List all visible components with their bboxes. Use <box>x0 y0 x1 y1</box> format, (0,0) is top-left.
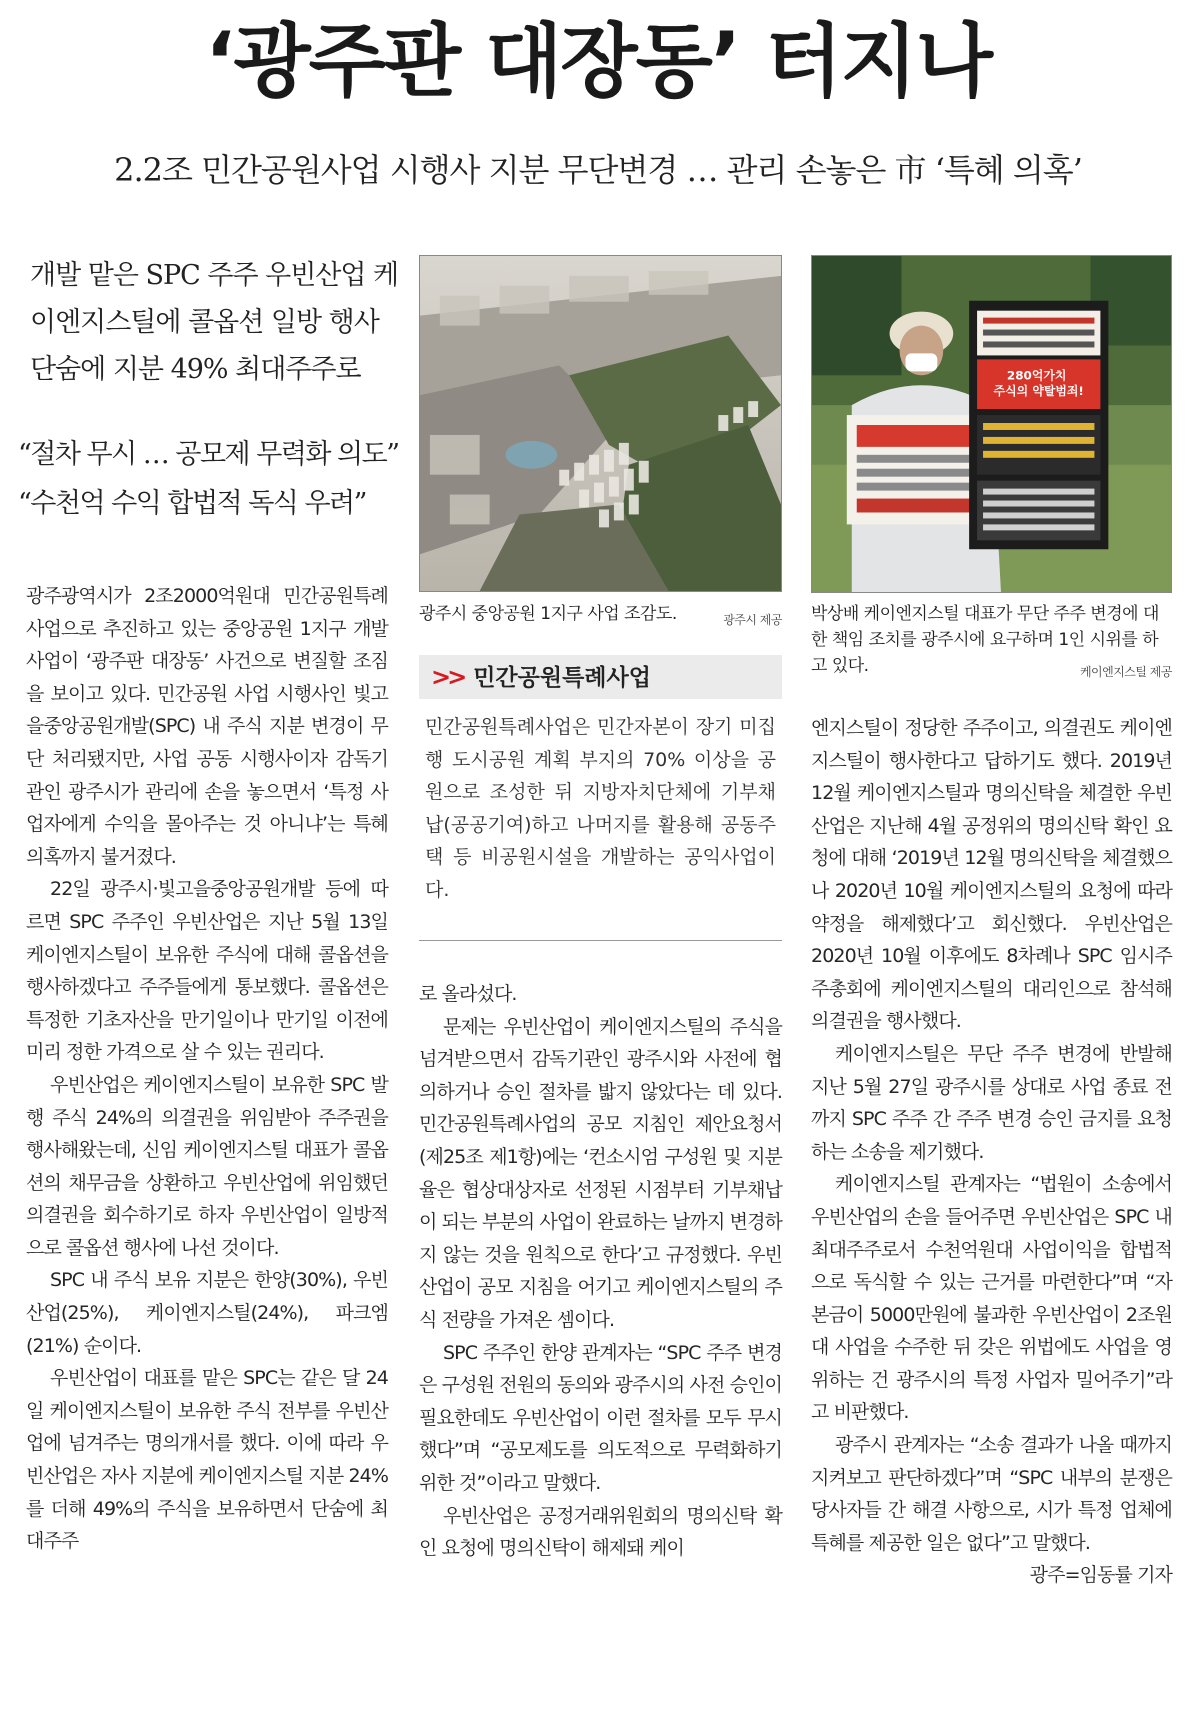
article-paragraph: 광주광역시가 2조2000억원대 민간공원특례사업으로 추진하고 있는 중앙공원 1지구 개발사업이 ‘광주판 대장동’ 사건으로 변질할 조짐을 보이고 있다. 민간공원 사업 시행사인 빛고을중앙공원개발(SPC) 내 주식 지분 변경이 무단 처리됐지만, 사업 공동 시행사이자 감독기관인 광주시가 관리에 손을 놓으면서 ‘특정 사업자에게 수익을 몰아주는 것 아니냐’는 특혜 의혹까지 불거졌다. <box>26 585 388 868</box>
aerial-rendering-image <box>420 256 781 591</box>
article-column-3 <box>811 712 1172 1592</box>
article-paragraph: 로 올라섰다. <box>419 983 517 1005</box>
article-paragraph: 문제는 우빈산업이 케이엔지스틸의 주식을 넘겨받으면서 감독기관인 광주시와 사전에 협의하거나 승인 절차를 밟지 않았다는 데 있다. 민간공원특례사업의 공모 지침인 제안요청서(제25조 제1항)에는 ‘컨소시엄 구성원 및 지분율은 협상대상자로 선정된 시점부터 기부채납이 되는 부분의 사업이 완료하는 날까지 변경하지 않는 것을 원칙으로 한다’고 규정했다. 우빈산업이 공모 지침을 어기고 케이엔지스틸의 주식 전량을 가져온 셈이다. <box>419 1015 782 1331</box>
sidebar-title-text: 민간공원특례사업 <box>473 665 651 691</box>
article-paragraph: 22일 광주시·빛고을중앙공원개발 등에 따르면 SPC 주주인 우빈산업은 지난 5월 13일 케이엔지스틸이 보유한 주식에 대해 콜옵션을 행사하겠다고 주주들에게 통보했다. 콜옵션은 특정한 기초자산을 만기일이나 만기일 이전에 미리 정한 가격으로 살 수 있는 권리다. <box>26 878 388 1064</box>
protest-sign-text <box>994 368 1084 398</box>
sidebar-title <box>419 655 782 699</box>
photo-caption-text: 박상배 케이엔지스틸 대표가 무단 주주 변경에 대한 책임 조치를 광주시에 요구하며 1인 시위를 하고 있다. <box>811 604 1159 676</box>
photo-caption-protest <box>811 601 1172 685</box>
protest-sign-line-2: 주식의 약탈범죄! <box>993 384 1084 399</box>
aerial-rendering-photo <box>419 255 782 592</box>
article-paragraph <box>811 1429 1172 1587</box>
byline: 광주=임동률 기자 <box>1029 1564 1172 1587</box>
article-column-1 <box>26 580 388 1558</box>
article-paragraph: SPC 내 주식 보유 지분은 한양(30%), 우빈산업(25%), 케이엔지스틸(24%), 파크엠(21%) 순이다. <box>26 1269 388 1357</box>
article-paragraph: 엔지스틸이 정당한 주주이고, 의결권도 케이엔지스틸이 행사한다고 답하기도 했다. 2019년 12월 케이엔지스틸과 명의신탁을 체결한 우빈산업은 지난해 4월 공정위의 명의신탁 확인 요청에 대해 ‘2019년 12월 명의신탁을 체결했으나 2020년 10월 케이엔지스틸의 요청에 따라 약정을 해제했다’고 회신했다. 우빈산업은 2020년 10월 이후에도 8차례나 SPC 임시주주총회에 케이엔지스틸의 대리인으로 참석해 의결권을 행사했다. <box>811 717 1172 1033</box>
article-paragraph-text: 광주시 관계자는 “소송 결과가 나올 때까지 지켜보고 판단하겠다”며 “SPC 내부의 분쟁은 당사자들 간 해결 사항으로, 시가 특정 업체에 특혜를 제공한 일은 없다”고 말했다. <box>811 1434 1172 1554</box>
subheadline: 2.2조 민간공원사업 시행사 지분 무단변경 … 관리 손놓은 市 ‘특혜 의혹’ <box>114 151 1082 189</box>
headline: ‘광주판 대장동’ 터지나 <box>204 15 991 108</box>
photo-credit: 광주시 제공 <box>723 613 782 627</box>
article-paragraph: 케이엔지스틸은 무단 주주 변경에 반발해 지난 5월 27일 광주시를 상대로 사업 종료 전까지 SPC 주주 간 주주 변경 승인 금지를 요청하는 소송을 제기했다. <box>811 1042 1172 1163</box>
deck-quote-1: “절차 무시 … 공모제 무력화 의도” <box>18 439 399 470</box>
photo-caption-text: 광주시 중앙공원 1지구 사업 조감도. <box>419 604 677 624</box>
article-paragraph: 우빈산업은 공정거래위원회의 명의신탁 확인 요청에 명의신탁이 해제돼 케이 <box>419 1504 782 1560</box>
deck-quote-2: “수천억 수익 합법적 독식 우려” <box>18 488 366 519</box>
deck-summary: 개발 맡은 SPC 주주 우빈산업 케이엔지스틸에 콜옵션 일방 행사 단숨에 지분 49% 최대주주로 <box>30 260 399 385</box>
sidebar-body: 민간공원특례사업은 민간자본이 장기 미집행 도시공원 계획 부지의 70% 이상을 공원으로 조성한 뒤 지방자치단체에 기부채납(공공기여)하고 나머지를 활용해 공동주택 등 비공원시설을 개발하는 공익사업이다. <box>425 716 776 901</box>
protest-photo <box>811 255 1172 593</box>
sidebar-divider <box>419 940 782 941</box>
article-column-2 <box>419 978 782 1565</box>
protest-sign-line-1: 280억가치 <box>1006 368 1067 383</box>
photo-credit: 케이엔지스틸 제공 <box>1079 665 1172 679</box>
protest-image <box>812 256 1171 592</box>
double-arrow-icon: >> <box>431 663 464 691</box>
article-paragraph: 우빈산업은 케이엔지스틸이 보유한 SPC 발행 주식 24%의 의결권을 위임받아 주주권을 행사해왔는데, 신임 케이엔지스틸 대표가 콜옵션의 채무금을 상환하고 우빈산업에 위임했던 의결권을 회수하기로 하자 우빈산업이 일방적으로 콜옵션 행사에 나선 것이다. <box>26 1073 388 1259</box>
photo-caption-aerial <box>419 601 782 633</box>
article-paragraph: 케이엔지스틸 관계자는 “법원이 소송에서 우빈산업의 손을 들어주면 우빈산업은 SPC 내 최대주주로서 수천억원대 사업이익을 합법적으로 독식할 수 있는 근거를 마련한다”며 “자본금이 5000만원에 불과한 우빈산업이 2조원대 사업을 수주한 뒤 갖은 위법에도 사업을 영위하는 건 광주시의 특정 사업자 밀어주기”라고 비판했다. <box>811 1173 1172 1424</box>
article-paragraph: SPC 주주인 한양 관계자는 “SPC 주주 변경은 구성원 전원의 동의와 광주시의 사전 승인이 필요한데도 우빈산업이 이런 절차를 모두 무시했다”며 “공모제도를 의도적으로 무력화하기 위한 것”이라고 말했다. <box>419 1341 782 1494</box>
deck-quotes <box>18 430 413 528</box>
article-paragraph: 우빈산업이 대표를 맡은 SPC는 같은 달 24일 케이엔지스틸이 보유한 주식 전부를 우빈산업에 넘겨주는 명의개서를 했다. 이에 따라 우빈산업은 자사 지분에 케이엔지스틸 지분 24%를 더해 49%의 주식을 보유하면서 단숨에 최대주주 <box>26 1367 388 1553</box>
